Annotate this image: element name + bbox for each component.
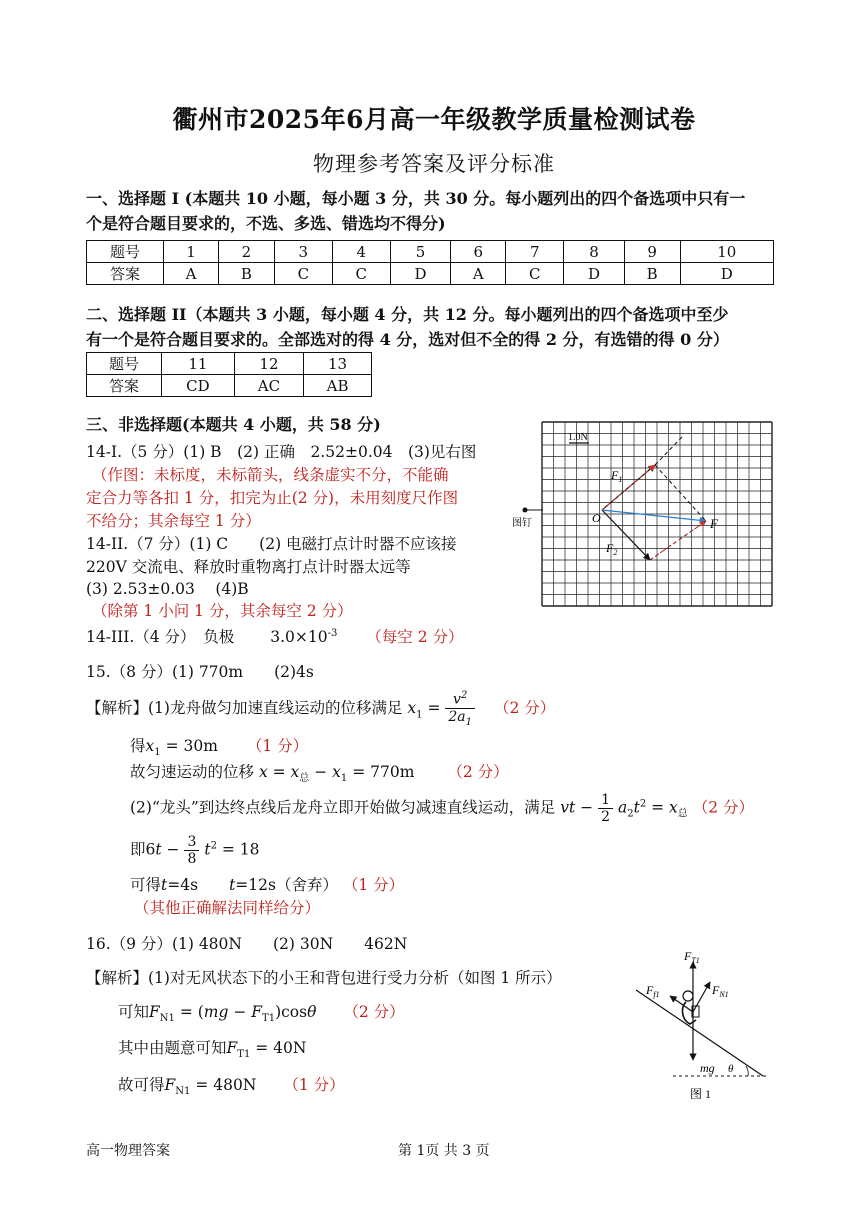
- answer-cell: AB: [304, 375, 372, 397]
- question-number-cell: 11: [162, 353, 235, 375]
- question-number-cell: 2: [218, 241, 274, 263]
- answer-cell: A: [164, 263, 219, 285]
- page-subtitle: 物理参考答案及评分标准: [313, 152, 555, 176]
- section2-heading: 二、选择题 II（本题共 3 小题，每小题 4 分，共 12 分。每小题列出的四个备选项中至少 有一个是符合题目要求的。全部选对的得 4 分，选对但不全的得 2 分，有选错的得 0 分）: [86, 305, 729, 349]
- q14-1-note-1: （作图：未标度，未标箭头，线条虚实不分，不能确: [92, 466, 449, 484]
- question-number-cell: 6: [451, 241, 506, 263]
- section2-answer-table: [86, 352, 372, 397]
- question-number-cell: 1: [164, 241, 219, 263]
- red-dashed-f1: [650, 521, 706, 560]
- page-title: 衢州市2025年6月高一年级教学质量检测试卷: [172, 105, 696, 134]
- question-number-cell: 8: [564, 241, 625, 263]
- person-body-icon: [683, 1002, 696, 1024]
- theta-label: θ: [728, 1063, 734, 1075]
- origin-label: O: [592, 511, 601, 525]
- nail-label: 图钉: [512, 518, 532, 529]
- free-body-figure: [628, 948, 778, 1108]
- q14-3-answer: 14-III.（4 分） 负极 $3.0\times 10^{-3}$ （每空 2 分）: [86, 628, 464, 647]
- table-row-label: 题号: [87, 353, 162, 375]
- section3-heading: 三、非选择题(本题共 4 小题，共 58 分): [86, 415, 381, 434]
- mg-label: mg: [700, 1061, 715, 1075]
- table-row-label: 题号: [87, 241, 164, 263]
- answer-cell: AC: [234, 375, 303, 397]
- ft1-label: $F_{T1}$: [684, 949, 700, 965]
- fn1-vector: [693, 982, 710, 1012]
- q15-step-4: (2)“龙头”到达终点线后龙舟立即开始做匀减速直线运动，满足 vt − $\frac{1}{2}$ $a_2t^2 = x_总$ （2 分）: [130, 792, 755, 825]
- q14-2-answer-3: (3) 2.53±0.03 (4)B: [86, 580, 249, 598]
- q15-note: （其他正确解法同样给分）: [134, 899, 321, 917]
- parallelogram-side-1: [655, 465, 706, 521]
- question-number-cell: 3: [274, 241, 332, 263]
- q14-2-note: （除第 1 小问 1 分，其余每空 2 分）: [92, 602, 353, 620]
- q15-step-3: 故匀速运动的位移 $x = x_总 - x_1 = 770m$ （2 分）: [130, 763, 509, 785]
- q15-step-6: 可得t=4s t=12s（舍弃） （1 分）: [130, 876, 405, 894]
- f2-label: $F_2$: [606, 541, 618, 557]
- person-head-icon: [683, 991, 693, 1001]
- answer-cell: A: [451, 263, 506, 285]
- ff1-vector: [670, 996, 693, 1012]
- answer-cell: B: [624, 263, 680, 285]
- question-number-cell: 7: [506, 241, 564, 263]
- q16-step-2: 可知$F_{N1} = (mg - F_{T1})\cos\theta$ （2 分）: [118, 1003, 405, 1025]
- q16-step-1: 【解析】(1)对无风状态下的小王和背包进行受力分析（如图 1 所示）: [86, 969, 562, 987]
- question-number-cell: 10: [680, 241, 773, 263]
- f1-label: $F_1$: [611, 468, 623, 484]
- question-number-cell: 5: [390, 241, 451, 263]
- q14-1-note-2: 定合力等各扣 1 分，扣完为止(2 分)，未用刻度尺作图: [86, 489, 459, 507]
- q15-step-1: 【解析】(1)龙舟做匀加速直线运动的位移满足 $x_1$ = $\frac{v^2}{2a_1}$ （2 分）: [86, 690, 556, 728]
- answer-cell: D: [564, 263, 625, 285]
- question-number-cell: 12: [234, 353, 303, 375]
- q16-step-4: 故可得$F_{N1} = 480N$ （1 分）: [118, 1076, 345, 1098]
- answer-cell: D: [680, 263, 773, 285]
- q15-answer: 15.（8 分）(1) 770m (2)4s: [86, 663, 314, 681]
- q14-2-answer-1: 14-II.（7 分）(1) C (2) 电磁打点计时器不应该接: [86, 535, 457, 553]
- answer-cell: C: [506, 263, 564, 285]
- scale-label: 1.0N: [568, 432, 588, 443]
- section1-heading: 一、选择题 I (本题共 10 小题，每小题 3 分，共 30 分。每小题列出的四个备选项中只有一 个是符合题目要求的，不选、多选、错选均不得分): [86, 189, 746, 233]
- f1-extension: [655, 436, 683, 465]
- grid-lines: [542, 422, 772, 606]
- question-number-cell: 13: [304, 353, 372, 375]
- f-label: F: [710, 516, 718, 531]
- q16-answer: 16.（9 分）(1) 480N (2) 30N 462N: [86, 935, 408, 953]
- answer-cell: CD: [162, 375, 235, 397]
- answer-cell: D: [390, 263, 451, 285]
- q14-1-answer: 14-I.（5 分）(1) B (2) 正确 2.52±0.04 (3)见右图: [86, 443, 477, 461]
- q14-2-answer-2: 220V 交流电、释放时重物离打点计时器太远等: [86, 558, 411, 576]
- figure-caption: 图 1: [690, 1087, 712, 1101]
- section1-answer-table: [86, 240, 774, 285]
- resultant-vector: [602, 510, 706, 521]
- question-number-cell: 4: [332, 241, 390, 263]
- ff1-label: $F_{f1}$: [646, 983, 660, 999]
- question-number-cell: 9: [624, 241, 680, 263]
- answer-cell: C: [332, 263, 390, 285]
- q16-step-3: 其中由题意可知$F_{T1} = 40N$: [118, 1039, 307, 1061]
- table-row-label: 答案: [87, 263, 164, 285]
- angle-arc: [746, 1066, 748, 1076]
- fn1-label: $F_{N1}$: [712, 983, 729, 999]
- page-number: 第 1页 共 3 页: [398, 1143, 490, 1159]
- force-grid-figure: [508, 418, 774, 618]
- q14-1-note-3: 不给分；其余每空 1 分）: [86, 512, 261, 530]
- footer-left: 高一物理答案: [86, 1143, 170, 1159]
- q15-step-2: 得$x_1 = 30m$ （1 分）: [130, 737, 309, 759]
- answer-cell: B: [218, 263, 274, 285]
- q15-step-5: 即6t − $\frac{3}{8}$ $t^2 = 18$: [130, 834, 260, 867]
- answer-cell: C: [274, 263, 332, 285]
- table-row-label: 答案: [87, 375, 162, 397]
